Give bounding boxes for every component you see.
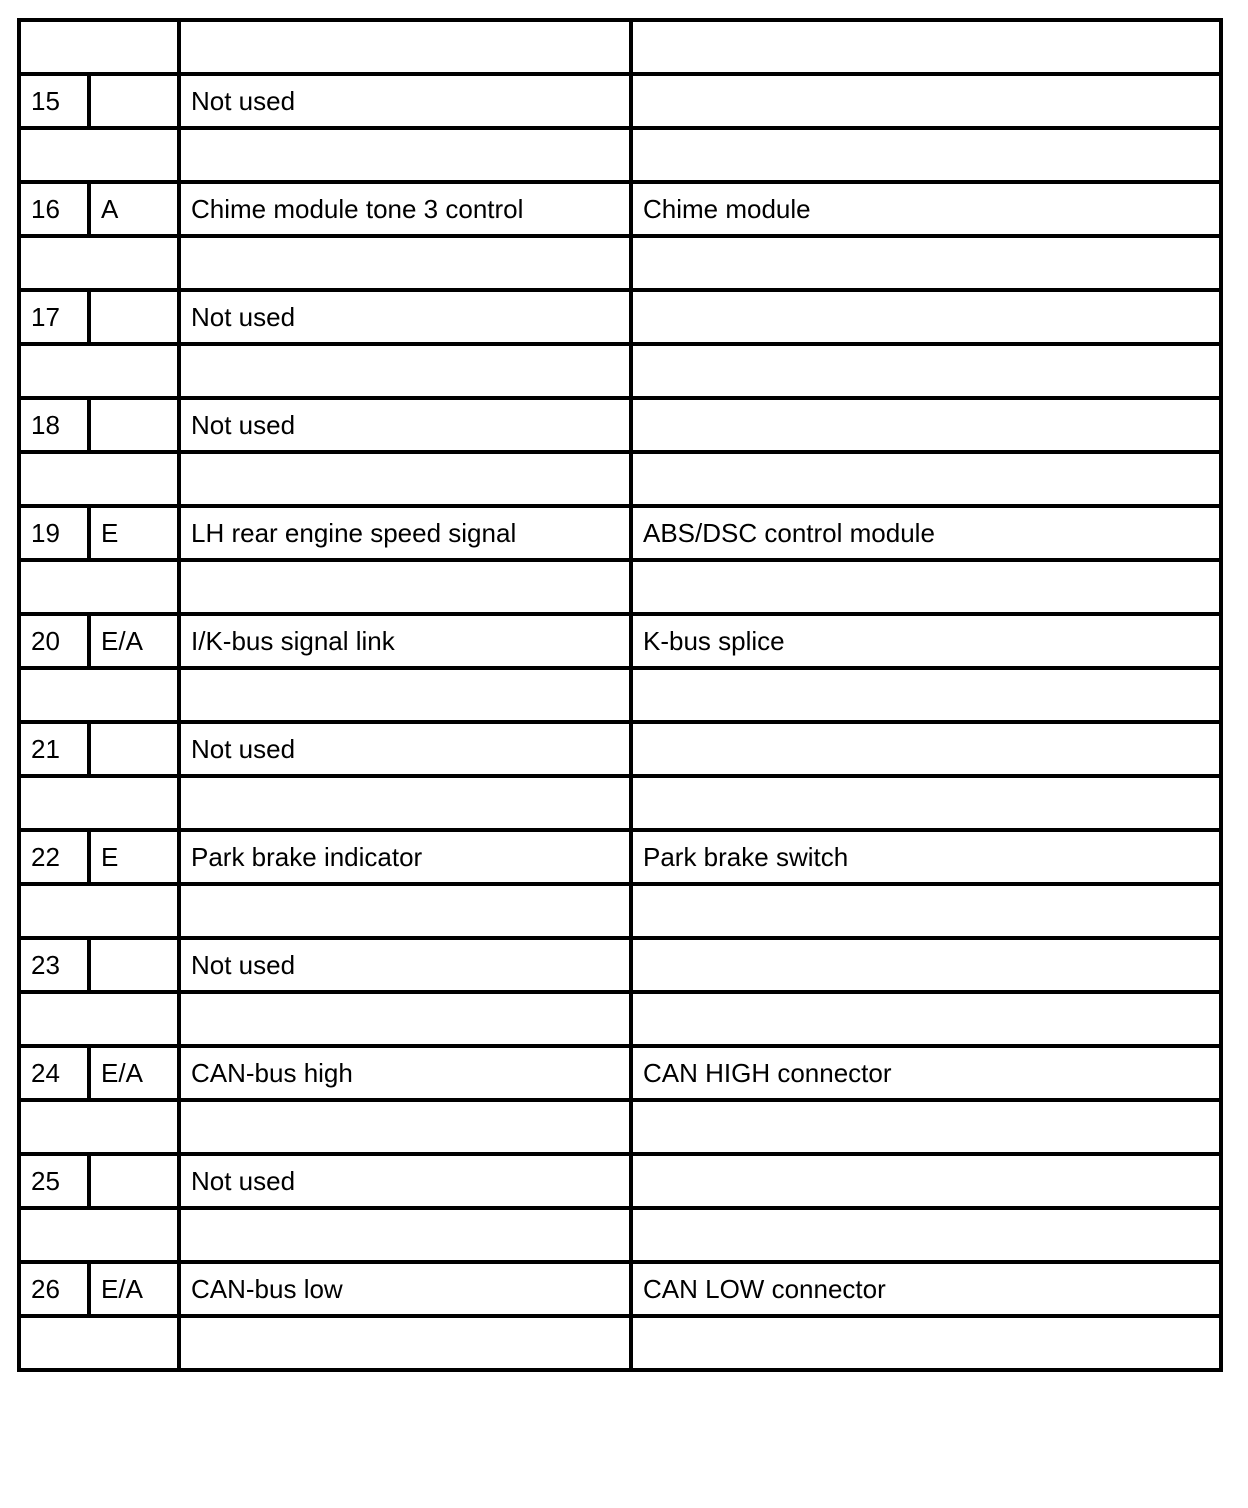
description-cell: Park brake indicator — [179, 830, 631, 884]
type-cell: E/A — [89, 614, 179, 668]
spacer-cell — [19, 1208, 179, 1262]
spacer-row — [19, 884, 1221, 938]
pin-table-body — [19, 20, 1221, 1370]
spacer-cell — [631, 1100, 1221, 1154]
spacer-cell — [179, 236, 631, 290]
spacer-row — [19, 1208, 1221, 1262]
description-cell: Not used — [179, 1154, 631, 1208]
spacer-cell — [19, 1100, 179, 1154]
component-cell — [631, 722, 1221, 776]
table-row — [19, 722, 1221, 776]
type-cell — [89, 74, 179, 128]
description-cell: Not used — [179, 722, 631, 776]
table-row — [19, 506, 1221, 560]
type-cell: E — [89, 506, 179, 560]
spacer-cell — [631, 20, 1221, 74]
component-cell: ABS/DSC control module — [631, 506, 1221, 560]
spacer-cell — [19, 128, 179, 182]
spacer-cell — [631, 992, 1221, 1046]
pin-cell: 15 — [19, 74, 89, 128]
description-cell: I/K-bus signal link — [179, 614, 631, 668]
type-cell — [89, 290, 179, 344]
spacer-cell — [179, 128, 631, 182]
spacer-cell — [19, 560, 179, 614]
spacer-cell — [179, 20, 631, 74]
spacer-row — [19, 452, 1221, 506]
spacer-row — [19, 128, 1221, 182]
description-cell: Not used — [179, 938, 631, 992]
pin-cell: 20 — [19, 614, 89, 668]
spacer-row — [19, 1100, 1221, 1154]
spacer-cell — [179, 560, 631, 614]
spacer-cell — [631, 560, 1221, 614]
component-cell: Chime module — [631, 182, 1221, 236]
spacer-row — [19, 1316, 1221, 1370]
component-cell: CAN HIGH connector — [631, 1046, 1221, 1100]
description-cell: CAN-bus high — [179, 1046, 631, 1100]
spacer-cell — [179, 1100, 631, 1154]
pin-cell: 17 — [19, 290, 89, 344]
spacer-cell — [179, 452, 631, 506]
pin-cell: 24 — [19, 1046, 89, 1100]
spacer-cell — [19, 1316, 179, 1370]
component-cell — [631, 398, 1221, 452]
component-cell: K-bus splice — [631, 614, 1221, 668]
table-row — [19, 290, 1221, 344]
spacer-cell — [631, 236, 1221, 290]
spacer-cell — [631, 776, 1221, 830]
table-row — [19, 1262, 1221, 1316]
description-cell: Not used — [179, 290, 631, 344]
component-cell: CAN LOW connector — [631, 1262, 1221, 1316]
pin-cell: 23 — [19, 938, 89, 992]
type-cell: E — [89, 830, 179, 884]
table-row — [19, 614, 1221, 668]
component-cell: Park brake switch — [631, 830, 1221, 884]
spacer-row — [19, 992, 1221, 1046]
component-cell — [631, 1154, 1221, 1208]
pin-table — [17, 18, 1223, 1372]
spacer-cell — [179, 1316, 631, 1370]
spacer-cell — [19, 992, 179, 1046]
table-row — [19, 74, 1221, 128]
spacer-cell — [179, 668, 631, 722]
pin-cell: 16 — [19, 182, 89, 236]
spacer-cell — [179, 992, 631, 1046]
type-cell: A — [89, 182, 179, 236]
description-cell: Not used — [179, 74, 631, 128]
description-cell: Not used — [179, 398, 631, 452]
spacer-cell — [179, 776, 631, 830]
table-row — [19, 1046, 1221, 1100]
spacer-row — [19, 668, 1221, 722]
spacer-cell — [631, 1208, 1221, 1262]
type-cell — [89, 1154, 179, 1208]
type-cell — [89, 938, 179, 992]
spacer-cell — [631, 452, 1221, 506]
spacer-cell — [19, 776, 179, 830]
table-row — [19, 1154, 1221, 1208]
pin-cell: 22 — [19, 830, 89, 884]
description-cell: LH rear engine speed signal — [179, 506, 631, 560]
component-cell — [631, 74, 1221, 128]
spacer-cell — [631, 1316, 1221, 1370]
spacer-cell — [19, 344, 179, 398]
type-cell: E/A — [89, 1046, 179, 1100]
type-cell — [89, 722, 179, 776]
pin-cell: 21 — [19, 722, 89, 776]
spacer-cell — [19, 236, 179, 290]
description-cell: CAN-bus low — [179, 1262, 631, 1316]
spacer-row — [19, 776, 1221, 830]
spacer-cell — [631, 128, 1221, 182]
spacer-cell — [179, 344, 631, 398]
spacer-cell — [19, 452, 179, 506]
pin-cell: 25 — [19, 1154, 89, 1208]
table-row — [19, 398, 1221, 452]
description-cell: Chime module tone 3 control — [179, 182, 631, 236]
spacer-row — [19, 560, 1221, 614]
table-row — [19, 830, 1221, 884]
component-cell — [631, 938, 1221, 992]
spacer-row — [19, 20, 1221, 74]
type-cell: E/A — [89, 1262, 179, 1316]
spacer-cell — [19, 668, 179, 722]
pin-cell: 26 — [19, 1262, 89, 1316]
spacer-cell — [19, 884, 179, 938]
type-cell — [89, 398, 179, 452]
spacer-cell — [631, 668, 1221, 722]
table-row — [19, 938, 1221, 992]
spacer-row — [19, 236, 1221, 290]
spacer-cell — [179, 884, 631, 938]
spacer-cell — [179, 1208, 631, 1262]
spacer-row — [19, 344, 1221, 398]
spacer-cell — [631, 344, 1221, 398]
spacer-cell — [19, 20, 179, 74]
spacer-cell — [631, 884, 1221, 938]
table-row — [19, 182, 1221, 236]
pin-cell: 19 — [19, 506, 89, 560]
component-cell — [631, 290, 1221, 344]
pin-cell: 18 — [19, 398, 89, 452]
